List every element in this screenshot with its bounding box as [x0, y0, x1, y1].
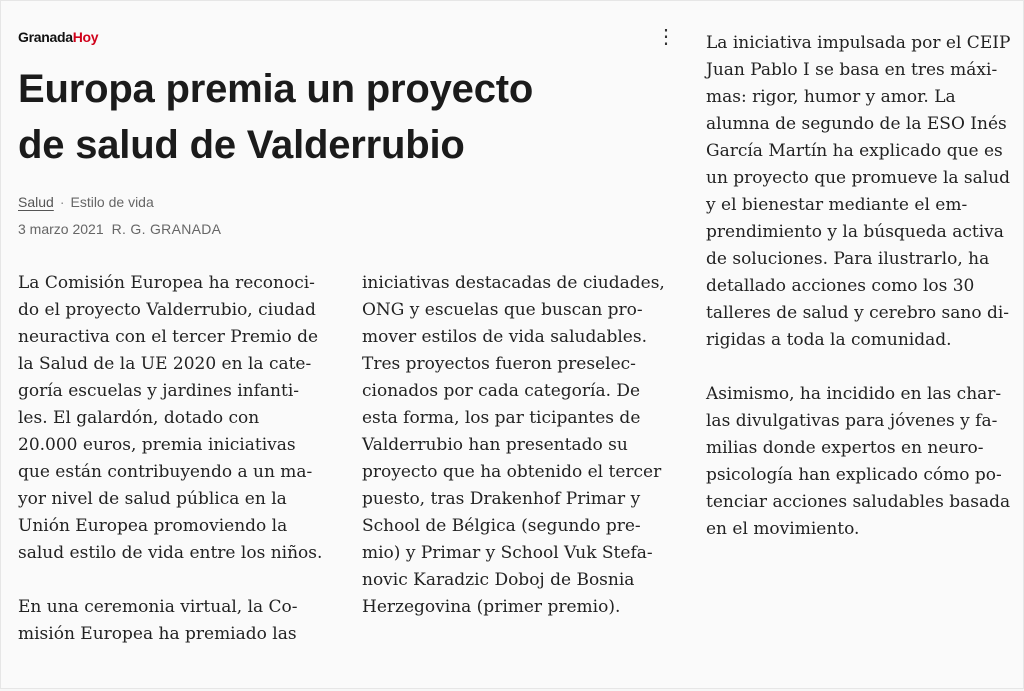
more-vertical-icon[interactable]: ⋮ — [656, 26, 676, 48]
publish-date: 3 marzo 2021 — [18, 221, 104, 237]
tag-estilo-de-vida[interactable]: Estilo de vida — [70, 194, 154, 210]
headline-line: de salud de Valderrubio — [18, 123, 465, 167]
tag-separator: · — [59, 194, 65, 210]
author-name: R. G. GRANADA — [111, 221, 222, 237]
paragraph: En una ceremonia virtual, la Co- misión Europea ha premiado las — [18, 597, 298, 644]
paragraph: La iniciativa impulsada por el CEIP Juan Pablo I se basa en tres máxi- mas: rigor, humor y amor. La alumna de segundo de la ESO Inés García Martín ha explicado que es un proyecto que promueve la salud y el bienestar mediante el em- prendimiento y la búsqueda activa de soluciones. Para ilustrarlo, ha detallado acciones como los 30 talleres de salud y cerebro sano di- rigidas a toda la comunidad. — [706, 33, 1011, 350]
site-logo[interactable] — [18, 29, 98, 45]
headline-line: Europa premia un proyecto — [18, 67, 534, 111]
paragraph: Asimismo, ha incidido en las char- las divulgativas para jóvenes y fa- milias donde expertos en neuro- psicología han explicado cómo po- tenciar acciones saludables basada en el movimiento. — [706, 384, 1011, 539]
tag-salud-link[interactable]: Salud — [18, 194, 54, 210]
article-tags — [18, 194, 154, 210]
article-column-2 — [362, 270, 672, 621]
article-column-3 — [706, 30, 1014, 543]
paragraph: La Comisión Europea ha reconoci- do el proyecto Valderrubio, ciudad neuractiva con el tercer Premio de la Salud de la UE 2020 en la cate- goría escuelas y jardines infanti- les. El galardón, dotado con 20.000 euros, premia iniciativas que están contribuyendo a un ma- yor nivel de salud pública en la Unión Europea promoviendo la salud estilo de vida entre los niños. — [18, 273, 323, 563]
article-byline — [18, 221, 221, 237]
article-column-1 — [18, 270, 328, 648]
logo-part-granada: Granada — [18, 29, 73, 45]
paragraph: iniciativas destacadas de ciudades, ONG y escuelas que buscan pro- mover estilos de vida saludables. Tres proyectos fueron preselec- cionados por cada categoría. De esta forma, los par ticipantes de Valderrubio han presentado su proyecto que ha obtenido el tercer puesto, tras Drakenhof Primar y School de Bélgica (segundo pre- mio) y Primar y School Vuk Stefa- novic Karadzic Doboj de Bosnia Herzegovina (primer premio). — [362, 273, 665, 617]
article-headline — [18, 61, 658, 173]
logo-part-hoy: Hoy — [72, 29, 99, 45]
